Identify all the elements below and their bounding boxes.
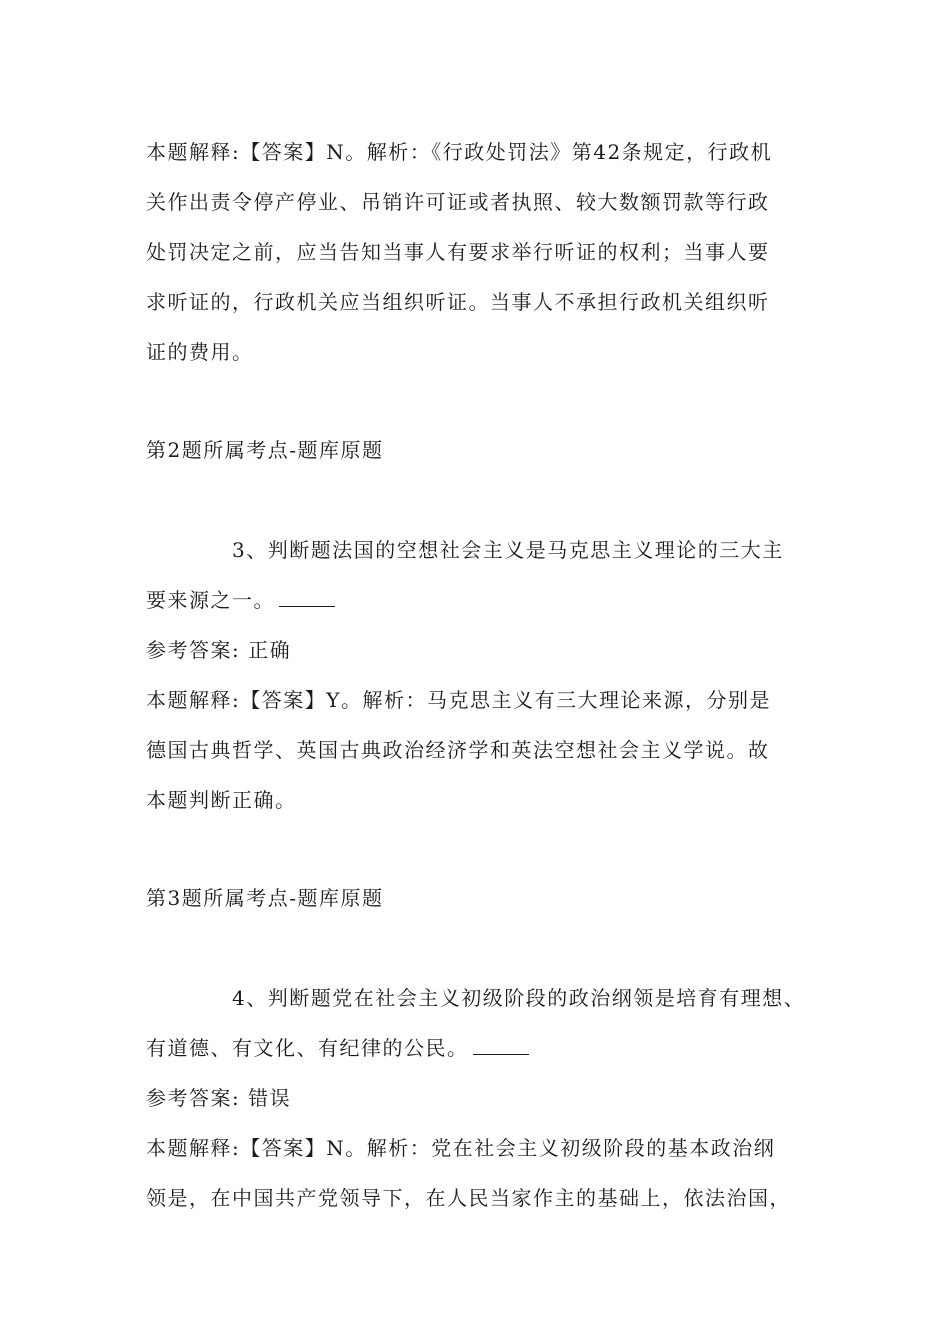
explanation-line: 本题解释:【答案】Y。解析：马克思主义有三大理论来源，分别是: [146, 688, 771, 712]
question-text-continued: [146, 1033, 529, 1063]
explanation-line: 证的费用。: [146, 340, 254, 364]
explanation-line: 本题判断正确。: [146, 788, 297, 812]
question-text: 4、判断题党在社会主义初级阶段的政治纲领是培育有理想、: [232, 986, 806, 1010]
question-text-continued: [146, 585, 335, 615]
answer-blank: [473, 1036, 529, 1055]
question-text-tail: 要来源之一。: [146, 588, 275, 612]
explanation-line: 本题解释:【答案】N。解析：《行政处罚法》第42条规定，行政机: [146, 140, 773, 164]
explanation-line: 德国古典哲学、英国古典政治经济学和英法空想社会主义学说。故: [146, 738, 770, 762]
explanation-line: 本题解释:【答案】N。解析：党在社会主义初级阶段的基本政治纲: [146, 1136, 776, 1160]
knowledge-point-heading: 第2题所属考点-题库原题: [146, 438, 384, 462]
reference-answer: 参考答案: 正确: [146, 638, 292, 662]
explanation-line: 关作出责令停产停业、吊销许可证或者执照、较大数额罚款等行政: [146, 190, 770, 214]
question-text-tail: 有道德、有文化、有纪律的公民。: [146, 1036, 469, 1060]
explanation-line: 处罚决定之前，应当告知当事人有要求举行听证的权利；当事人要: [146, 240, 770, 264]
explanation-line: 求听证的，行政机关应当组织听证。当事人不承担行政机关组织听: [146, 290, 770, 314]
answer-blank: [279, 588, 335, 607]
knowledge-point-heading: 第3题所属考点-题库原题: [146, 886, 384, 910]
question-text: 3、判断题法国的空想社会主义是马克思主义理论的三大主: [232, 538, 784, 562]
explanation-line: 领是，在中国共产党领导下，在人民当家作主的基础上，依法治国，: [146, 1186, 791, 1210]
reference-answer: 参考答案: 错误: [146, 1086, 292, 1110]
